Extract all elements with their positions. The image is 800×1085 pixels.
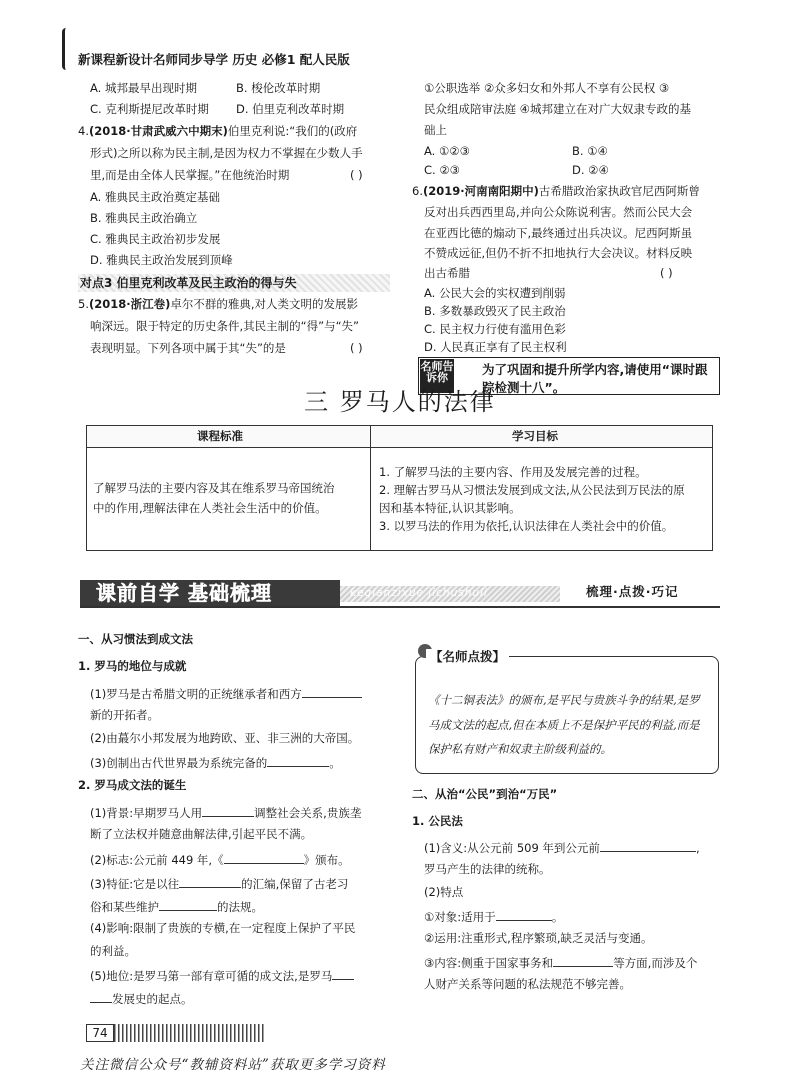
table-header-goals: 学习目标 bbox=[512, 429, 558, 443]
q6-stem-line3: 在亚西比德的煽动下,最终通过出兵决议。尼西阿斯虽 bbox=[424, 226, 693, 240]
s2-5-b: 发展史的起点。 bbox=[112, 992, 193, 1006]
goal-item-2: 2. 理解古罗马从习惯法发展到成文法,从公民法到万民法的原 bbox=[379, 483, 685, 497]
s2-2-a: (2)标志:公元前 449 年,《 bbox=[90, 853, 224, 867]
q6-source-tag: (2019·河南南阳期中) bbox=[422, 184, 539, 198]
s2-3-c: 俗和某些维护 bbox=[90, 900, 159, 914]
header-bracket bbox=[62, 28, 67, 70]
s2-1-text bbox=[90, 805, 361, 821]
q6-stem-line4: 不赞成远征,但仍不折不扣地执行大会决议。材料反映 bbox=[424, 246, 693, 260]
s2-5-text2 bbox=[90, 991, 193, 1007]
q4-stem-line2: 形式)之所以称为民主制,是因为权力不掌握在少数人手 bbox=[90, 146, 363, 160]
q5-text-1: 卓尔不群的雅典,对人类文明的发展影 bbox=[170, 297, 359, 311]
s1-2: (2)由蕞尔小邦发展为地跨欧、亚、非三洲的大帝国。 bbox=[90, 731, 360, 745]
blank-5[interactable] bbox=[179, 876, 241, 888]
q5-option-d: D. ②④ bbox=[572, 163, 609, 177]
blank-7[interactable] bbox=[332, 968, 354, 980]
q5-option-a: A. ①②③ bbox=[424, 144, 470, 158]
s2-4-b: 的利益。 bbox=[90, 944, 136, 958]
q4-stem-line1 bbox=[78, 125, 357, 139]
q4-answer-paren: ( ) bbox=[350, 168, 363, 182]
s1-3-a: (3)创制出古代世界最为系统完备的 bbox=[90, 756, 268, 770]
q5-items-line1: ①公职选举 ②众多妇女和外邦人不享有公民权 ③ bbox=[424, 81, 670, 95]
p1-text: (1)含义:从公元前 509 年到公元前 , bbox=[424, 841, 700, 855]
p1-b: 罗马产生的法律的统称。 bbox=[424, 862, 551, 876]
table-column-divider bbox=[370, 426, 371, 550]
q4-option-b: B. 雅典民主政治确立 bbox=[90, 211, 198, 225]
part1-sub1: 1. 罗马的地位与成就 bbox=[78, 659, 187, 673]
q6-option-a: A. 公民大会的实权遭到削弱 bbox=[424, 286, 566, 300]
p2-3-c: 人财产关系等问题的私法规范不够完善。 bbox=[424, 977, 631, 991]
q6-stem-line1 bbox=[412, 185, 700, 199]
page-number: 74 bbox=[86, 1024, 114, 1042]
q4-source-tag: (2018·甘肃武威六中期末) bbox=[88, 124, 228, 138]
blank-9[interactable] bbox=[496, 909, 552, 921]
table-header-row bbox=[87, 426, 712, 448]
q3-option-a: A. 城邦最早出现时期 bbox=[90, 81, 197, 95]
q3-option-d: D. 伯里克利改革时期 bbox=[236, 102, 345, 116]
q6-number: 6. bbox=[412, 184, 423, 198]
blank-10[interactable] bbox=[553, 955, 613, 967]
s2-3-d: 的法规。 bbox=[217, 900, 263, 914]
banner-right-label: 梳理·点拨·巧记 bbox=[586, 584, 679, 599]
q6-option-d: D. 人民真正享有了民主权利 bbox=[424, 340, 567, 354]
blank-2[interactable] bbox=[267, 755, 329, 767]
expert-text: 《十二铜表法》的颁布,是平民与贵族斗争的结果,是罗马成文法的起点,但在本质上不是保护平民的利益,而是保护私有财产和奴隶主阶级利益的。 bbox=[428, 693, 700, 757]
expert-title: 【名师点拨】 bbox=[426, 649, 509, 664]
goal-item-1: 1. 了解罗马法的主要内容、作用及发展完善的过程。 bbox=[379, 465, 647, 479]
header-title: 新课程新设计名师同步导学 历史 必修1 配人民版 bbox=[78, 52, 350, 67]
q5-items-line3: 础上 bbox=[424, 123, 447, 137]
q3-option-b: B. 梭伦改革时期 bbox=[236, 81, 321, 95]
goal-item-2-cont: 因和基本特征,认识其影响。 bbox=[379, 501, 521, 515]
banner-pinyin: keqianzixue jichushuli bbox=[350, 587, 488, 599]
s2-2-text bbox=[90, 852, 350, 868]
section-title: 三 罗马人的法律 bbox=[304, 388, 496, 416]
blank-1[interactable] bbox=[302, 686, 362, 698]
topic3-label: 对点3 伯里克利改革及民主政治的得与失 bbox=[80, 276, 297, 290]
q5-option-c: C. ②③ bbox=[424, 163, 460, 177]
q3-option-c: C. 克利斯提尼改革时期 bbox=[90, 102, 209, 116]
blank-4[interactable] bbox=[224, 852, 304, 864]
s2-4-a: (4)影响:限制了贵族的专横,在一定程度上保护了平民 bbox=[90, 921, 356, 935]
table-header-standards: 课程标准 bbox=[197, 429, 243, 443]
s2-3-b: 的汇编,保留了古老习 bbox=[241, 877, 349, 891]
q5-number: 5. bbox=[78, 297, 89, 311]
p2-2: ②运用:注重形式,程序繁琐,缺乏灵活与变通。 bbox=[424, 931, 653, 945]
banner-title: 课前自学 基础梳理 bbox=[96, 581, 272, 605]
q6-text-1: 古希腊政治家执政官尼西阿斯曾 bbox=[538, 184, 700, 198]
q5-stem-line2: 响深远。限于特定的历史条件,其民主制的“得”与“失” bbox=[90, 319, 359, 333]
s2-1-c: 断了立法权并随意曲解法律,引起平民不满。 bbox=[90, 827, 313, 841]
s1-1-a: (1)罗马是古希腊文明的正统继承者和西方 bbox=[90, 687, 302, 701]
q4-option-a: A. 雅典民主政治奠定基础 bbox=[90, 190, 220, 204]
tip-text: 为了巩固和提升所学内容,请使用“课时跟踪检测十八”。 bbox=[482, 362, 708, 396]
standard-text-line2: 中的作用,理解法律在人类社会生活中的价值。 bbox=[93, 501, 327, 515]
q5-items-line2: 民众组成陪审法庭 ④城邦建立在对广大奴隶专政的基 bbox=[424, 102, 691, 116]
q4-number: 4. bbox=[78, 124, 89, 138]
s2-3-a: (3)特征:它是以往 bbox=[90, 877, 180, 891]
s1-3-text: (3)创制出古代世界最为系统完备的 。 bbox=[90, 756, 341, 770]
p2-3-text bbox=[424, 955, 697, 971]
s2-3-text bbox=[90, 876, 348, 892]
q5-answer-paren: ( ) bbox=[350, 341, 363, 355]
q4-text-1: 伯里克利说:“我们的(政府 bbox=[227, 124, 358, 138]
footer-note: 关注微信公众号“教辅资料站”获取更多学习资料 bbox=[80, 1057, 386, 1073]
q4-stem-line3: 里,而是由全体人民掌握。”在他统治时期 bbox=[90, 168, 290, 182]
p2-1-b: 。 bbox=[551, 910, 564, 924]
q4-option-d: D. 雅典民主政治发展到顶峰 bbox=[90, 253, 233, 267]
s2-1-b: 调整社会关系,贵族垄 bbox=[254, 806, 362, 820]
p2-1-text bbox=[424, 909, 563, 925]
s2-5-a: (5)地位:是罗马第一部有章可循的成文法,是罗马 bbox=[90, 969, 333, 983]
q5-option-b: B. ①④ bbox=[572, 144, 608, 158]
blank-8[interactable] bbox=[600, 840, 696, 852]
q6-option-b: B. 多数暴政毁灭了民主政治 bbox=[424, 304, 566, 318]
s2-2-b: 》颁布。 bbox=[303, 853, 350, 867]
blank-7-cont[interactable] bbox=[90, 991, 112, 1003]
goal-item-3: 3. 以罗马法的作用为依托,认识法律在人类社会中的价值。 bbox=[379, 519, 674, 533]
q4-option-c: C. 雅典民主政治初步发展 bbox=[90, 232, 221, 246]
p1-a: (1)含义:从公元前 509 年到公元前 bbox=[424, 841, 600, 855]
s2-5-text bbox=[90, 968, 354, 984]
q5-stem-line3: 表现明显。下列各项中属于其“失”的是 bbox=[90, 341, 286, 355]
q5-stem-line1 bbox=[78, 298, 358, 312]
part2-sub1: 1. 公民法 bbox=[412, 814, 463, 828]
q5-source-tag: (2018·浙江卷) bbox=[88, 297, 171, 311]
part2-heading: 二、从治“公民”到治“万民” bbox=[412, 787, 558, 801]
p2: (2)特点 bbox=[424, 885, 464, 899]
banner-rule bbox=[80, 606, 720, 608]
s1-1-text bbox=[90, 686, 362, 702]
s1-1-b: 新的开拓者。 bbox=[90, 708, 159, 722]
q6-stem-line5: 出古希腊 bbox=[424, 266, 470, 280]
part1-sub2: 2. 罗马成文法的诞生 bbox=[78, 778, 187, 792]
blank-6[interactable] bbox=[159, 899, 217, 911]
p2-3-b: 等方面,而涉及个 bbox=[613, 956, 698, 970]
page-number-stripe bbox=[114, 1024, 264, 1042]
s2-1-a: (1)背景:早期罗马人用 bbox=[90, 806, 203, 820]
part1-heading: 一、从习惯法到成文法 bbox=[78, 632, 193, 646]
blank-3[interactable] bbox=[202, 805, 254, 817]
s2-3-text2 bbox=[90, 899, 263, 915]
q6-answer-paren: ( ) bbox=[660, 266, 673, 280]
tip-logo: 名师告诉你 bbox=[420, 359, 454, 393]
p2-1-a: ①对象:适用于 bbox=[424, 910, 496, 924]
q6-option-c: C. 民主权力行使有滥用色彩 bbox=[424, 322, 566, 336]
standard-text-line1: 了解罗马法的主要内容及其在维系罗马帝国统治 bbox=[93, 481, 335, 495]
standards-table bbox=[86, 425, 713, 551]
p2-3-a: ③内容:侧重于国家事务和 bbox=[424, 956, 554, 970]
q6-stem-line2: 反对出兵西西里岛,并向公众陈说利害。然而公民大会 bbox=[424, 205, 693, 219]
